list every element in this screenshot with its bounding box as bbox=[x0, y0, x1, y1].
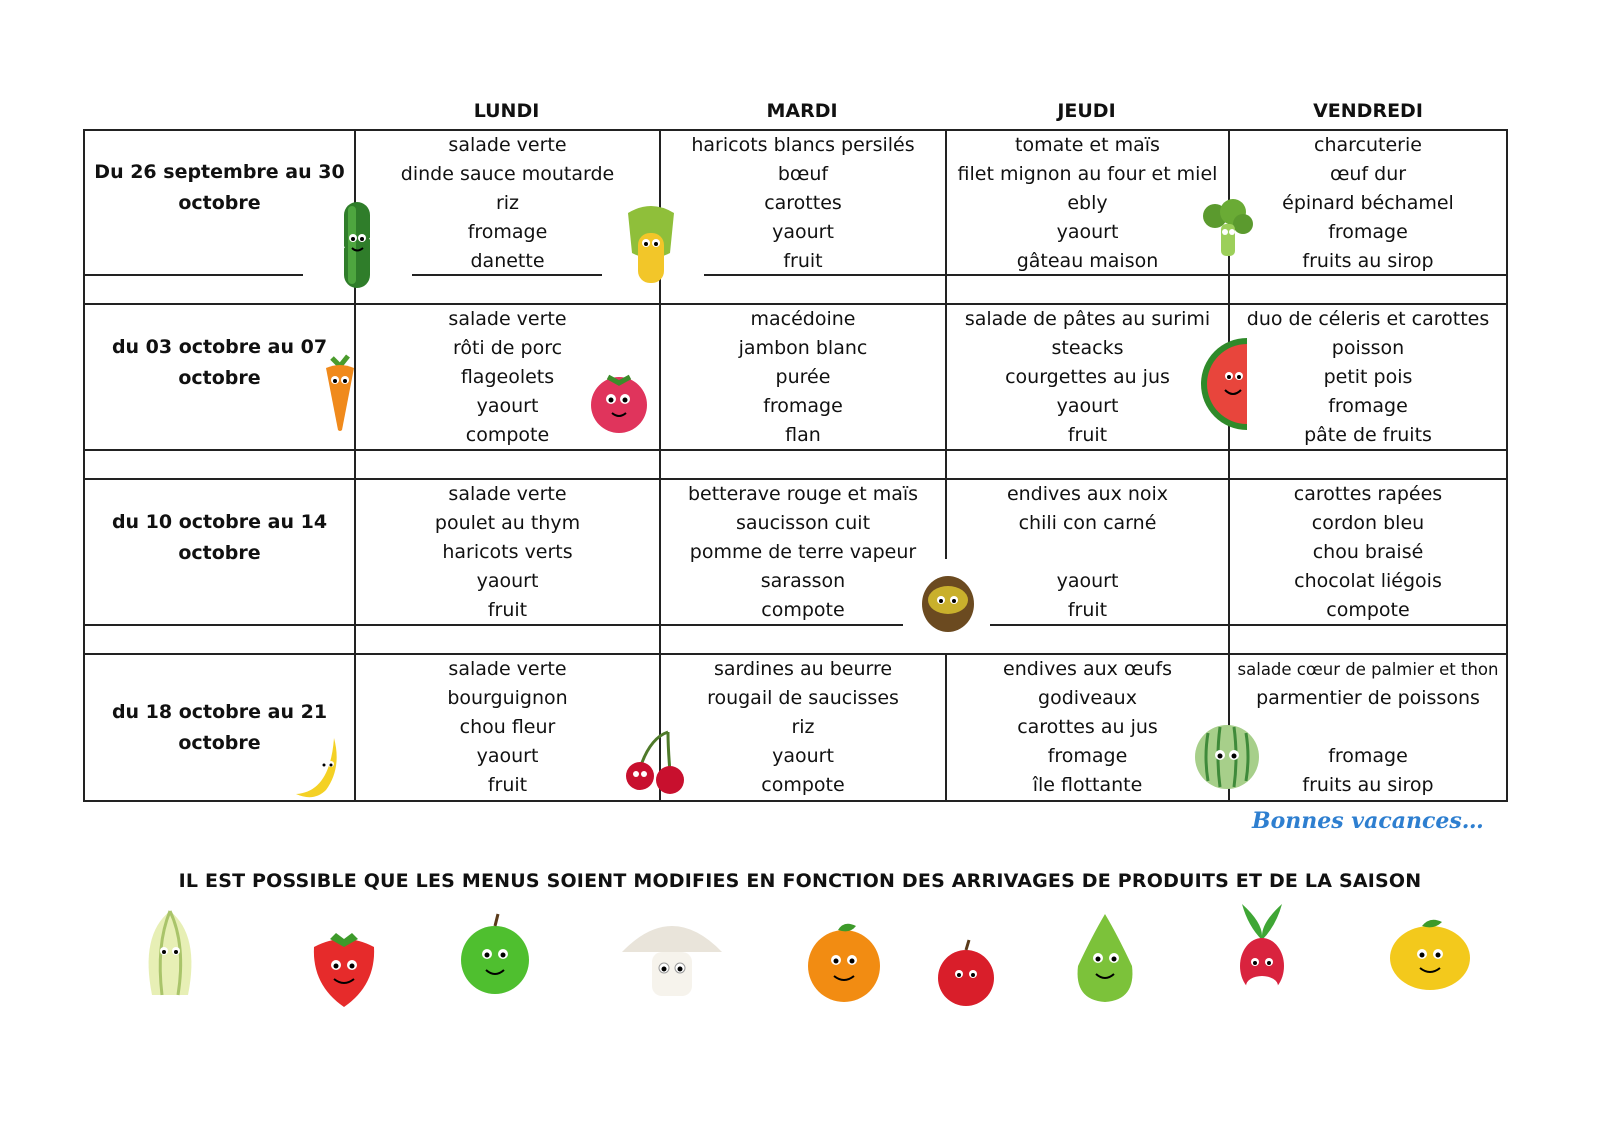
menu-cell bbox=[661, 480, 945, 625]
menu-disclaimer: IL EST POSSIBLE QUE LES MENUS SOIENT MODIFIES EN FONCTION DES ARRIVAGES DE PRODUITS ET DE LA SAISON bbox=[178, 870, 1422, 892]
raspberry-icon bbox=[586, 369, 652, 437]
menu-item: duo de céleris et carottes bbox=[1246, 308, 1490, 330]
cherries-icon bbox=[620, 728, 690, 798]
strawberry-icon bbox=[296, 925, 392, 1013]
menu-item: yaourt bbox=[772, 221, 834, 243]
menu-item: sardines au beurre bbox=[713, 658, 893, 680]
menu-item: flan bbox=[785, 424, 821, 446]
menu-item: petit pois bbox=[1323, 366, 1413, 388]
menu-item: endives aux noix bbox=[1006, 483, 1169, 505]
menu-item: fruit bbox=[487, 774, 528, 796]
menu-item: riz bbox=[791, 716, 815, 738]
week-dates: du 18 octobre au 21 bbox=[111, 701, 328, 723]
menu-cell bbox=[356, 655, 659, 800]
menu-item: carottes rapées bbox=[1293, 483, 1443, 505]
menu-item: salade verte bbox=[448, 658, 567, 680]
menu-item: fruits au sirop bbox=[1302, 250, 1434, 272]
menu-item: fromage bbox=[1328, 221, 1408, 243]
menu-item: godiveaux bbox=[1038, 687, 1137, 709]
cucumber-icon bbox=[320, 196, 396, 296]
menu-item: jambon blanc bbox=[738, 337, 868, 359]
menu-item: œuf dur bbox=[1329, 163, 1407, 185]
menu-item: fruit bbox=[1067, 599, 1108, 621]
menu-item: yaourt bbox=[1056, 395, 1119, 417]
menu-item: épinard béchamel bbox=[1282, 192, 1454, 214]
menu-item: salade cœur de palmier et thon bbox=[1237, 660, 1499, 679]
menu-item: chili con carné bbox=[1018, 512, 1157, 534]
menu-item: bœuf bbox=[777, 163, 829, 185]
menu-item: filet mignon au four et miel bbox=[957, 163, 1218, 185]
menu-item: île flottante bbox=[1032, 774, 1143, 796]
week-label bbox=[85, 507, 354, 569]
week-dates: du 10 octobre au 14 bbox=[111, 511, 328, 533]
menu-item: chou braisé bbox=[1312, 541, 1424, 563]
menu-item: tomate et maïs bbox=[1015, 134, 1160, 156]
pear-icon bbox=[1062, 906, 1148, 1010]
week-label bbox=[85, 332, 354, 394]
menu-item: chocolat liégois bbox=[1294, 570, 1442, 592]
row-border bbox=[83, 274, 303, 276]
menu-cell bbox=[947, 480, 1228, 625]
menu-item: compote bbox=[1326, 599, 1410, 621]
menu-item: yaourt bbox=[476, 745, 539, 767]
week-month: octobre bbox=[178, 732, 261, 754]
carrot-icon bbox=[316, 352, 364, 434]
menu-item: chou fleur bbox=[459, 716, 556, 738]
week-month: octobre bbox=[178, 542, 261, 564]
menu-item: fromage bbox=[1328, 395, 1408, 417]
column-border bbox=[1506, 129, 1508, 802]
lemon-icon bbox=[1382, 914, 1478, 998]
menu-item: rôti de porc bbox=[452, 337, 563, 359]
menu-item: fruit bbox=[783, 250, 823, 272]
menu-item: saucisson cuit bbox=[735, 512, 871, 534]
menu-cell bbox=[356, 480, 659, 625]
header-mardi: MARDI bbox=[766, 100, 838, 122]
green-apple-icon bbox=[452, 912, 538, 1004]
header-lundi: LUNDI bbox=[473, 100, 540, 122]
menu-item: riz bbox=[495, 192, 520, 214]
menu-item: fromage bbox=[1328, 745, 1408, 767]
header-jeudi: JEUDI bbox=[1057, 100, 1116, 122]
week-dates: du 03 octobre au 07 bbox=[111, 336, 328, 358]
radish-icon bbox=[1222, 896, 1302, 1008]
menu-item: rougail de saucisses bbox=[707, 687, 899, 709]
menu-item: yaourt bbox=[476, 570, 539, 592]
menu-item: compote bbox=[761, 599, 845, 621]
watermelon-icon bbox=[1195, 330, 1281, 446]
menu-item: salade verte bbox=[448, 308, 567, 330]
menu-item: salade de pâtes au surimi bbox=[964, 308, 1211, 330]
menu-item: yaourt bbox=[1056, 221, 1119, 243]
menu-item: poulet au thym bbox=[434, 512, 581, 534]
week-label bbox=[85, 157, 354, 219]
menu-item: fromage bbox=[763, 395, 843, 417]
menu-item: carottes bbox=[764, 192, 842, 214]
menu-item: bourguignon bbox=[447, 687, 568, 709]
menu-item: fruits au sirop bbox=[1302, 774, 1434, 796]
menu-item: yaourt bbox=[1056, 570, 1119, 592]
menu-item: sarasson bbox=[760, 570, 846, 592]
melon-icon bbox=[1186, 715, 1268, 795]
menu-cell bbox=[1230, 480, 1506, 625]
header-vendredi: VENDREDI bbox=[1313, 100, 1423, 122]
menu-item: poisson bbox=[1331, 337, 1405, 359]
week-dates: Du 26 septembre au 30 bbox=[94, 161, 345, 183]
menu-item: charcuterie bbox=[1314, 134, 1422, 156]
menu-item: endives aux œufs bbox=[1003, 658, 1172, 680]
menu-item: fromage bbox=[1047, 745, 1128, 767]
menu-item: compote bbox=[465, 424, 550, 446]
menu-item: courgettes au jus bbox=[1005, 366, 1170, 388]
menu-item: flageolets bbox=[460, 366, 555, 388]
menu-item: carottes au jus bbox=[1017, 716, 1158, 738]
menu-cell bbox=[1230, 655, 1506, 800]
menu-item: pomme de terre vapeur bbox=[689, 541, 917, 563]
closing-message: Bonnes vacances… bbox=[1252, 808, 1484, 834]
menu-item: fruit bbox=[487, 599, 528, 621]
menu-item: fruit bbox=[1067, 424, 1108, 446]
menu-item: salade verte bbox=[448, 134, 567, 156]
menu-item: parmentier de poissons bbox=[1256, 687, 1480, 709]
menu-cell bbox=[661, 131, 945, 276]
menu-cell bbox=[661, 305, 945, 450]
menu-item: yaourt bbox=[772, 745, 834, 767]
week-month: octobre bbox=[178, 192, 261, 214]
menu-item: haricots blancs persilés bbox=[691, 134, 915, 156]
menu-cell bbox=[947, 305, 1228, 450]
mushroom-icon bbox=[616, 908, 728, 1004]
menu-item: steacks bbox=[1051, 337, 1124, 359]
menu-item: betterave rouge et maïs bbox=[687, 483, 919, 505]
menu-item: haricots verts bbox=[442, 541, 573, 563]
menu-cell bbox=[1230, 131, 1506, 276]
menu-item: compote bbox=[761, 774, 845, 796]
endive-icon bbox=[128, 905, 212, 1015]
menu-item: gâteau maison bbox=[1016, 250, 1159, 272]
menu-item: cordon bleu bbox=[1311, 512, 1425, 534]
week-month: octobre bbox=[178, 367, 261, 389]
corn-icon bbox=[620, 203, 682, 291]
menu-item: fromage bbox=[467, 221, 548, 243]
menu-cell bbox=[356, 131, 659, 276]
menu-item: pâte de fruits bbox=[1304, 424, 1432, 446]
menu-cell bbox=[661, 655, 945, 800]
menu-item: dinde sauce moutarde bbox=[400, 163, 615, 185]
menu-item: salade verte bbox=[448, 483, 567, 505]
menu-item: danette bbox=[470, 250, 545, 272]
menu-cell bbox=[947, 131, 1228, 276]
menu-item: ebly bbox=[1067, 192, 1108, 214]
menu-item: purée bbox=[775, 366, 831, 388]
menu-item: yaourt bbox=[476, 395, 539, 417]
broccoli-icon bbox=[1195, 198, 1259, 262]
banana-icon bbox=[286, 728, 358, 802]
red-apple-icon bbox=[930, 938, 1002, 1012]
orange-icon bbox=[798, 916, 890, 1012]
kiwi-icon bbox=[910, 570, 986, 644]
menu-item: macédoine bbox=[750, 308, 856, 330]
